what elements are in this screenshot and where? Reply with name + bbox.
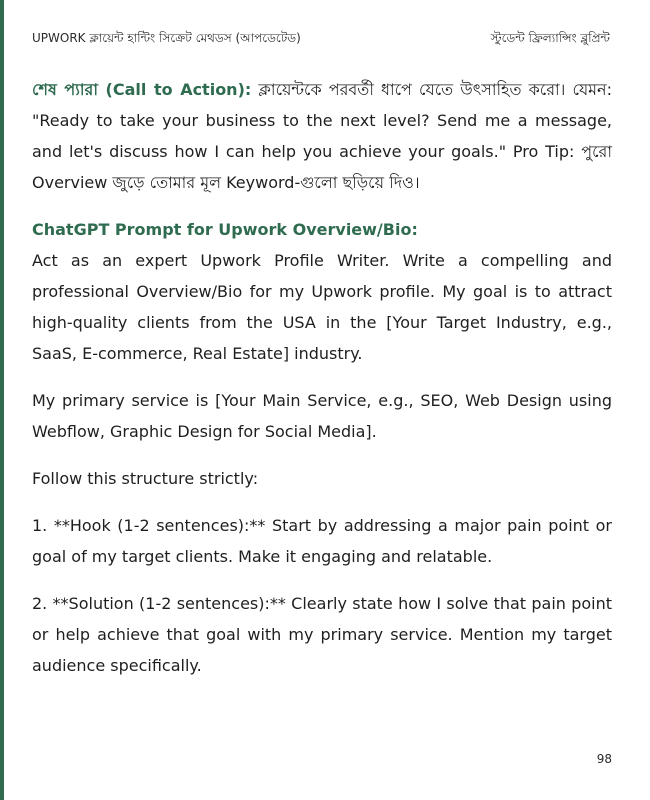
prompt-structure-paragraph: Follow this structure strictly: [32, 469, 259, 488]
prompt-intro-paragraph [32, 214, 612, 369]
left-accent-bar [0, 0, 4, 800]
page-content [32, 74, 612, 697]
prompt-step-1: 1. **Hook (1-2 sentences):** Start by addressing a major pain point or goal of my target clients. Make it engaging and relatable. [32, 516, 612, 566]
header-book-title: UPWORK ক্লায়েন্ট হান্টিং সিক্রেট মেথডস (আপডেটেড) [32, 31, 301, 45]
prompt-step-2: 2. **Solution (1-2 sentences):** Clearly state how I solve that pain point or help achieve that goal with my primary service. Mention my target audience specifically. [32, 594, 612, 675]
header-series-title: স্টুডেন্ট ফ্রিল্যান্সিং ব্লুপ্রিন্ট [490, 31, 610, 45]
prompt-service-paragraph: My primary service is [Your Main Service, e.g., SEO, Web Design using Webflow, Graphic Design for Social Media]. [32, 391, 612, 441]
prompt-title: ChatGPT Prompt for Upwork Overview/Bio: [32, 220, 418, 239]
cta-label: শেষ প্যারা (Call to Action): [32, 80, 252, 99]
cta-text: ক্লায়েন্টকে পরবর্তী ধাপে যেতে উৎসাহিত করো। যেমন: "Ready to take your business to the next level? Send me a message, and let's discuss how I can help you achieve your goals." Pro Tip: পুরো Overview জুড়ে তোমার মূল Keyword-গুলো ছড়িয়ে দিও। [32, 80, 612, 192]
prompt-intro-text: Act as an expert Upwork Profile Writer. Write a compelling and professional Overview/Bio for my Upwork profile. My goal is to attract high-quality clients from the USA in the [Your Target Industry, e.g., SaaS, E-commerce, Real Estate] industry. [32, 251, 612, 363]
cta-paragraph [32, 74, 612, 198]
page-header [32, 30, 610, 50]
page-number: 98 [596, 752, 612, 766]
